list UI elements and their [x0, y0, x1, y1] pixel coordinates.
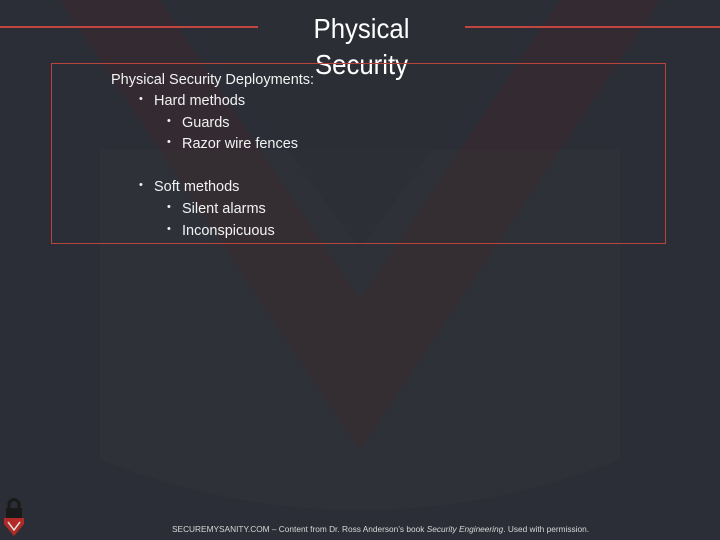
list-heading: Physical Security Deployments:	[111, 72, 315, 88]
bullet-icon: •	[167, 136, 171, 148]
footer-text: SECUREMYSANITY.COM – Content from Dr. Ross Anderson’s book	[172, 524, 427, 534]
bullet-icon: •	[167, 223, 171, 235]
footer-credit	[172, 524, 589, 534]
padlock-shield-logo-icon	[2, 494, 26, 538]
title-rule-left	[0, 26, 258, 28]
bullet-icon: •	[139, 93, 143, 105]
list-item-razor-wire: Razor wire fences	[182, 136, 299, 152]
list-item-hard-methods: Hard methods	[154, 93, 246, 109]
list-item-silent-alarms: Silent alarms	[182, 201, 266, 217]
list-item-guards: Guards	[182, 115, 230, 131]
slide-title: Physical Security	[313, 13, 410, 80]
list-item-inconspicuous: Inconspicuous	[182, 223, 275, 239]
footer-book-title: Security Engineering	[426, 524, 504, 534]
bullet-icon: •	[139, 179, 143, 191]
title-rule-right	[465, 26, 720, 28]
list-item-soft-methods: Soft methods	[154, 179, 240, 195]
bullet-icon: •	[167, 201, 171, 213]
content-frame	[51, 63, 666, 244]
bullet-icon: •	[167, 115, 171, 127]
footer-permission: . Used with permission.	[503, 524, 590, 534]
